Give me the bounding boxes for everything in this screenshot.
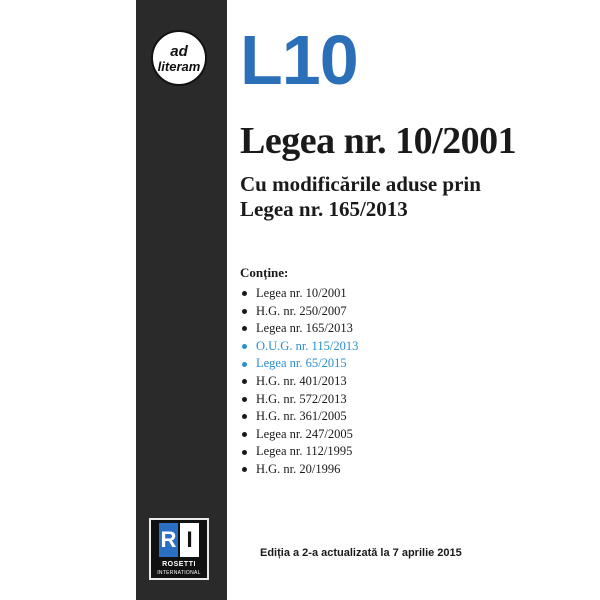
contents-label: Conține:: [240, 265, 289, 280]
contents-list-item: [240, 285, 358, 303]
contents-list-item: [240, 320, 358, 338]
publisher-mark-right: I: [180, 523, 199, 557]
publisher-mark: [159, 523, 199, 557]
bullet-icon: [242, 362, 247, 367]
edition-note: Ediția a 2-a actualizată la 7 aprilie 2015: [260, 547, 462, 559]
bullet-icon: [242, 326, 247, 331]
book-subtitle: [240, 172, 481, 222]
bullet-icon: [242, 309, 247, 314]
logo-line-1: ad: [170, 42, 188, 60]
publisher-subname: INTERNATIONAL: [157, 570, 201, 576]
subtitle-line-2: Legea nr. 165/2013: [240, 197, 408, 221]
contents-list: [240, 285, 358, 479]
publisher-mark-left: R: [159, 523, 178, 557]
contents-item-text: H.G. nr. 572/2013: [256, 391, 347, 406]
bullet-icon: [242, 450, 247, 455]
contents-list-item: [240, 443, 358, 461]
contents-item-text: Legea nr. 10/2001: [256, 286, 347, 300]
publisher-name: ROSETTI: [162, 561, 196, 568]
contents-list-item: [240, 355, 358, 373]
bullet-icon: [242, 379, 247, 384]
contents-list-item: [240, 426, 358, 444]
logo-line-2: literam: [157, 58, 201, 74]
rosetti-publisher-logo: [149, 518, 209, 580]
bullet-icon: [242, 467, 247, 472]
bullet-icon: [242, 291, 247, 296]
contents-item-text: H.G. nr. 250/2007: [256, 303, 347, 318]
contents-item-text: Legea nr. 112/1995: [256, 444, 353, 459]
contents-list-item: [240, 461, 358, 479]
contents-item-text: O.U.G. nr. 115/2013: [256, 338, 359, 353]
contents-item-text: H.G. nr. 361/2005: [256, 409, 347, 424]
contents-item-text: H.G. nr. 401/2013: [256, 373, 347, 388]
contents-item-text: Legea nr. 165/2013: [256, 321, 353, 336]
contents-item-text: Legea nr. 65/2015: [256, 356, 347, 371]
bullet-icon: [242, 344, 247, 349]
contents-list-item: [240, 338, 358, 356]
contents-list-item: [240, 303, 358, 321]
ad-literam-logo: [151, 30, 207, 86]
bullet-icon: [242, 432, 247, 437]
subtitle-line-1: Cu modificările aduse prin: [240, 172, 481, 196]
book-title: Legea nr. 10/2001: [240, 120, 517, 162]
bullet-icon: [242, 397, 247, 402]
contents-item-text: Legea nr. 247/2005: [256, 426, 353, 441]
series-code: L10: [240, 21, 358, 99]
contents-list-item: [240, 391, 358, 409]
contents-item-text: H.G. nr. 20/1996: [256, 461, 341, 476]
bullet-icon: [242, 414, 247, 419]
contents-list-item: [240, 408, 358, 426]
cover-spine-band: [136, 0, 227, 600]
contents-list-item: [240, 373, 358, 391]
